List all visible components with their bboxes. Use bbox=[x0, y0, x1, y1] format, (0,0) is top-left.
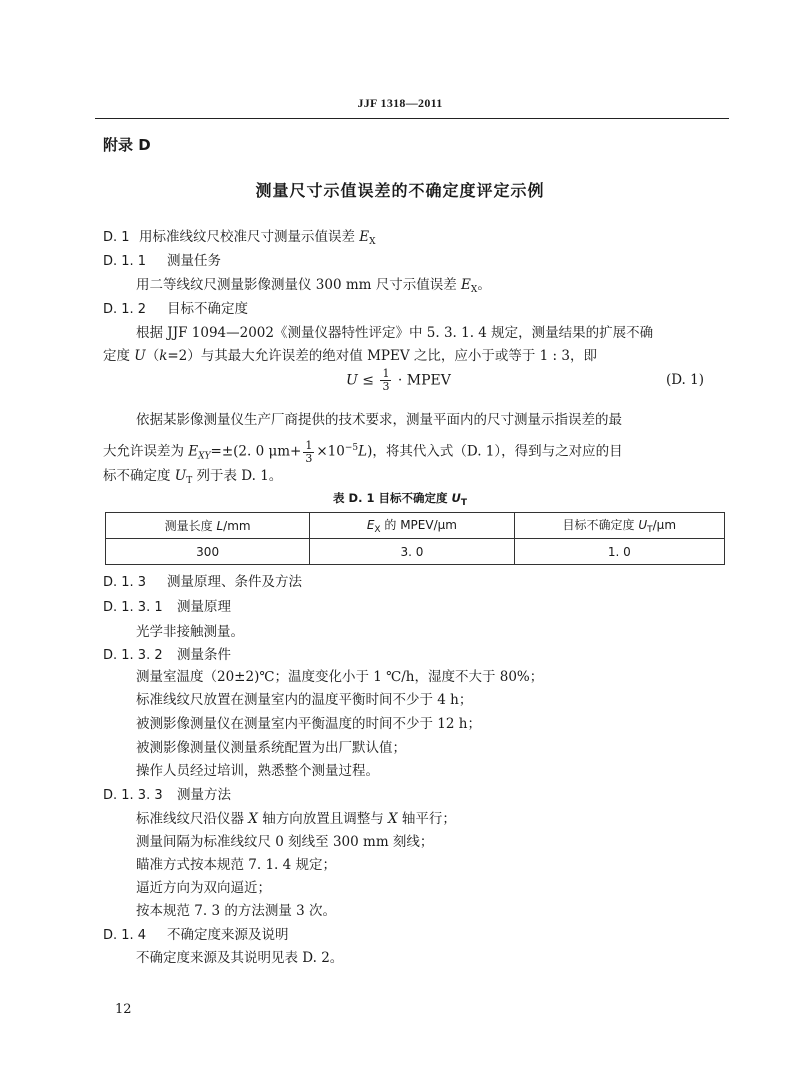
paragraph-line bbox=[103, 466, 282, 491]
header-text: 目标不确定度 bbox=[562, 518, 639, 532]
section-heading-d12 bbox=[103, 299, 248, 320]
document-title: 测量尺寸示值误差的不确定度评定示例 bbox=[255, 181, 545, 200]
text-run: 轴平行； bbox=[397, 811, 456, 827]
table-row bbox=[106, 539, 725, 565]
table-header-row bbox=[106, 513, 725, 539]
uncertainty-table bbox=[105, 512, 725, 565]
page-number: 12 bbox=[115, 1002, 132, 1017]
section-heading-d11 bbox=[103, 251, 221, 272]
text-run: )，将其代入式（D. 1），得到与之对应的目 bbox=[367, 443, 623, 460]
text-run: 标不确定度 bbox=[103, 468, 175, 484]
condition-item: 操作人员经过培训，熟悉整个测量过程。 bbox=[136, 763, 379, 779]
header-unit: /μm bbox=[652, 518, 677, 532]
section-number: D. 1. 3. 3 bbox=[103, 788, 163, 803]
symbol-x: X bbox=[248, 811, 258, 827]
text-run: =2）与其最大允许误差的绝对值 MPEV 之比，应小于或等于 1 : 3，即 bbox=[167, 348, 597, 364]
header-text: 测量长度 bbox=[164, 519, 217, 533]
section-number: D. 1 bbox=[103, 230, 130, 245]
condition-item: 标准线纹尺放置在测量室内的温度平衡时间不少于 4 h； bbox=[136, 692, 473, 708]
paragraph-line-with-formula bbox=[103, 436, 623, 469]
text-run: 定度 bbox=[103, 348, 135, 364]
table-cell: 1. 0 bbox=[514, 539, 724, 565]
standard-code: JJF 1318—2011 bbox=[357, 96, 443, 110]
section-title: 测量任务 bbox=[167, 253, 221, 269]
symbol-l: L bbox=[216, 519, 224, 533]
section-number: D. 1. 2 bbox=[103, 302, 147, 317]
caption-text: 表 D. 1 目标不确定度 bbox=[333, 491, 452, 505]
text-run: 大允许误差为 bbox=[103, 443, 189, 460]
subscript: X bbox=[369, 237, 376, 247]
symbol-x: X bbox=[388, 811, 398, 827]
section-number: D. 1. 3 bbox=[103, 575, 147, 590]
paragraph-task bbox=[136, 275, 491, 300]
formula-rhs: · MPEV bbox=[393, 372, 451, 389]
symbol-u: U bbox=[451, 491, 461, 505]
section-number: D. 1. 3. 2 bbox=[103, 648, 163, 663]
header-unit: /mm bbox=[223, 519, 251, 533]
formula-d1 bbox=[0, 368, 800, 404]
symbol-e: E bbox=[461, 277, 471, 293]
condition-item: 被测影像测量仪测量系统配置为出厂默认值； bbox=[136, 740, 406, 756]
text-run: 列于表 D. 1。 bbox=[192, 468, 283, 484]
relation-sign: ≤ bbox=[357, 372, 379, 389]
method-item: 按本规范 7. 3 的方法测量 3 次。 bbox=[136, 903, 337, 919]
denominator: 3 bbox=[382, 380, 390, 393]
subscript: T bbox=[186, 476, 193, 486]
symbol-e: E bbox=[188, 443, 199, 460]
paragraph-text: 用二等线纹尺测量影像测量仪 300 mm 尺寸示值误差 bbox=[136, 277, 462, 293]
subscript: X bbox=[470, 285, 478, 295]
section-number: D. 1. 4 bbox=[103, 928, 147, 943]
superscript: −5 bbox=[344, 443, 359, 453]
text-run: 标准线纹尺沿仪器 bbox=[136, 811, 249, 827]
condition-item: 被测影像测量仪在测量室内平衡温度的时间不少于 12 h； bbox=[136, 716, 481, 732]
text-run: （ bbox=[145, 348, 160, 364]
subscript: X bbox=[374, 525, 381, 535]
symbol-l: L bbox=[358, 443, 368, 460]
section-title: 不确定度来源及说明 bbox=[167, 927, 289, 943]
header-text: 的 MPEV/μm bbox=[380, 518, 457, 532]
section-title: 测量原理 bbox=[177, 599, 231, 615]
section-number: D. 1. 1 bbox=[103, 254, 147, 269]
section-number: D. 1. 3. 1 bbox=[103, 600, 163, 615]
symbol-k: k bbox=[159, 348, 168, 364]
numerator: 1 bbox=[382, 367, 390, 380]
subscript: T bbox=[647, 525, 653, 535]
appendix-label: 附录 D bbox=[103, 136, 151, 154]
section-title: 测量原理、条件及方法 bbox=[167, 574, 302, 590]
section-heading-d1 bbox=[103, 227, 376, 252]
section-title: 测量方法 bbox=[177, 787, 231, 803]
method-item: 瞄准方式按本规范 7. 1. 4 规定； bbox=[136, 857, 337, 873]
section-heading-d133 bbox=[103, 785, 231, 806]
paragraph-line bbox=[103, 346, 597, 366]
paragraph-sources: 不确定度来源及其说明见表 D. 2。 bbox=[136, 950, 344, 966]
symbol-e: E bbox=[366, 518, 375, 532]
section-heading-d13 bbox=[103, 572, 302, 593]
column-header bbox=[514, 513, 724, 539]
paragraph-line: 依据某影像测量仪生产厂商提供的技术要求，测量平面内的尺寸测量示指误差的最 bbox=[136, 412, 622, 428]
section-title: 测量条件 bbox=[177, 647, 231, 663]
symbol-u: U bbox=[174, 468, 187, 484]
table-caption bbox=[0, 490, 800, 508]
section-heading-d132 bbox=[103, 645, 231, 666]
paragraph-line: 根据 JJF 1094—2002《测量仪器特性评定》中 5. 3. 1. 4 规定，测量结果的扩展不确 bbox=[136, 325, 654, 341]
method-item: 逼近方向为双向逼近； bbox=[136, 880, 271, 896]
symbol-e: E bbox=[359, 229, 370, 245]
fraction bbox=[380, 368, 391, 393]
text-run: =±(2. 0 μm+ bbox=[210, 443, 302, 460]
text-run: ×10 bbox=[316, 443, 345, 460]
method-item: 测量间隔为标准线纹尺 0 刻线至 300 mm 刻线； bbox=[136, 834, 434, 850]
text-run: 轴方向放置且调整与 bbox=[257, 811, 389, 827]
section-heading-d14 bbox=[103, 925, 289, 946]
column-header bbox=[106, 513, 310, 539]
formula-expression bbox=[346, 368, 451, 393]
formula-number: (D. 1) bbox=[665, 372, 704, 388]
header-rule bbox=[95, 118, 729, 119]
denominator: 3 bbox=[305, 451, 313, 465]
method-item bbox=[136, 809, 456, 829]
paragraph-end: 。 bbox=[477, 277, 491, 293]
table-cell: 3. 0 bbox=[310, 539, 514, 565]
section-heading-d131 bbox=[103, 597, 231, 618]
condition-item: 测量室温度（20±2)℃；温度变化小于 1 ℃/h，湿度不大于 80%； bbox=[136, 669, 544, 685]
table-cell: 300 bbox=[106, 539, 310, 565]
subscript: XY bbox=[198, 451, 211, 462]
paragraph-principle: 光学非接触测量。 bbox=[136, 624, 244, 640]
fraction bbox=[303, 440, 314, 465]
section-title: 用标准线纹尺校准尺寸测量示值误差 bbox=[139, 229, 360, 245]
column-header bbox=[310, 513, 514, 539]
symbol-u: U bbox=[134, 348, 146, 364]
symbol-u: U bbox=[638, 518, 648, 532]
section-title: 目标不确定度 bbox=[167, 301, 248, 317]
symbol-u: U bbox=[346, 372, 358, 389]
subscript: T bbox=[460, 498, 467, 508]
numerator: 1 bbox=[305, 438, 313, 452]
